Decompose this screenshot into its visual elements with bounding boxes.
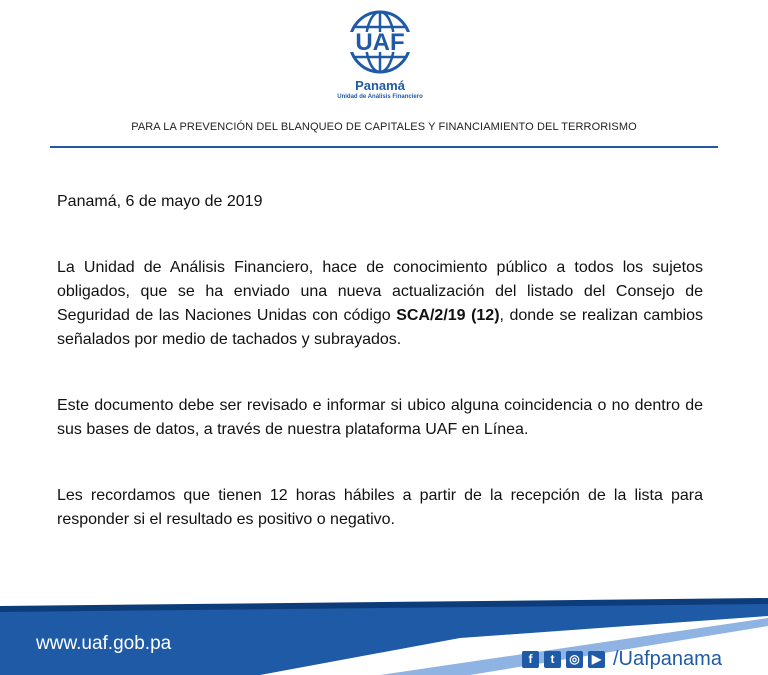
logo-subtitle: Unidad de Análisis Financiero xyxy=(337,94,423,100)
header-tagline: PARA LA PREVENCIÓN DEL BLANQUEO DE CAPITALES Y FINANCIAMIENTO DEL TERRORISMO xyxy=(131,121,637,133)
letter-body xyxy=(57,190,703,532)
footer-website[interactable]: www.uaf.gob.pa xyxy=(36,633,172,654)
youtube-icon[interactable]: ▶ xyxy=(588,651,605,668)
paragraph-announcement-start: La Unidad de Análisis Financiero, hace de conocimiento público a todos los sujetos obligados, que se ha enviado una nueva actualización del listado del Consejo de Seguridad de las Naciones Unidas con código xyxy=(57,259,703,324)
paragraph-announcement-end: , donde se realizan cambios señalados por medio de tachados y subrayados. xyxy=(57,307,704,348)
social-links xyxy=(522,649,722,669)
globe-icon xyxy=(330,8,430,78)
letter-date: Panamá, 6 de mayo de 2019 xyxy=(57,193,263,210)
header-divider xyxy=(50,146,718,148)
paragraph-instructions: Este documento debe ser revisado e informar si ubico alguna coincidencia o no dentro de sus bases de datos, a través de nuestra plataforma UAF en Línea. xyxy=(57,397,703,438)
footer-banner xyxy=(0,598,768,675)
paragraph-reminder: Les recordamos que tienen 12 horas hábiles a partir de la recepción de la lista para responder si el resultado es positivo o negativo. xyxy=(57,487,703,528)
facebook-icon[interactable]: f xyxy=(522,651,539,668)
instagram-icon[interactable]: ◎ xyxy=(566,651,583,668)
list-code: SCA/2/19 (12) xyxy=(396,307,500,324)
uaf-logo xyxy=(330,8,430,104)
twitter-icon[interactable]: t xyxy=(544,651,561,668)
logo-country: Panamá xyxy=(355,78,405,93)
logo-letters: UAF xyxy=(355,29,405,56)
paragraph-announcement xyxy=(57,256,703,352)
social-handle[interactable]: /Uafpanama xyxy=(613,647,722,670)
